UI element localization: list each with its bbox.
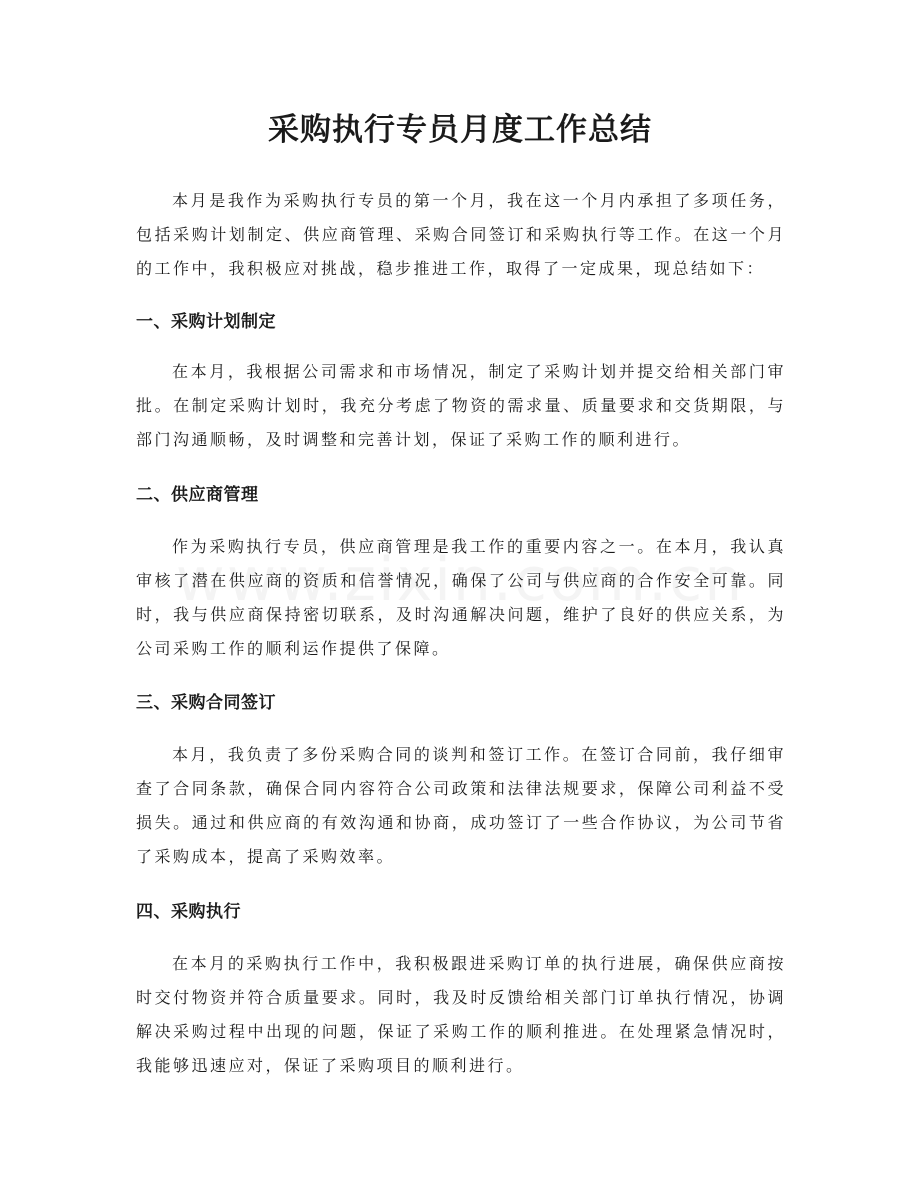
section-body-plan: 在本月，我根据公司需求和市场情况，制定了采购计划并提交给相关部门审批。在制定采购计划时，我充分考虑了物资的需求量、质量要求和交货期限，与部门沟通顺畅，及时调整和完善计划，保证了采购工作的顺利进行。 xyxy=(136,362,786,449)
section-heading-contract: 三、采购合同签订 xyxy=(136,693,276,713)
section-body-contract: 本月，我负责了多份采购合同的谈判和签订工作。在签订合同前，我仔细审查了合同条款，确保合同内容符合公司政策和法律法规要求，保障公司利益不受损失。通过和供应商的有效沟通和协商，成功签订了一些合作协议，为公司节省了采购成本，提高了采购效率。 xyxy=(136,745,786,866)
section-heading-supplier: 二、供应商管理 xyxy=(136,485,259,505)
intro-paragraph: 本月是我作为采购执行专员的第一个月，我在这一个月内承担了多项任务，包括采购计划制定、供应商管理、采购合同签订和采购执行等工作。在这一个月的工作中，我积极应对挑战，稳步推进工作，取得了一定成果，现总结如下： xyxy=(136,191,786,278)
document-title: 采购执行专员月度工作总结 xyxy=(268,112,652,148)
section-body-execution: 在本月的采购执行工作中，我积极跟进采购订单的执行进展，确保供应商按时交付物资并符合质量要求。同时，我及时反馈给相关部门订单执行情况，协调解决采购过程中出现的问题，保证了采购工作的顺利推进。在处理紧急情况时，我能够迅速应对，保证了采购项目的顺利进行。 xyxy=(136,954,786,1075)
section-heading-execution: 四、采购执行 xyxy=(136,902,241,922)
section-heading-plan: 一、采购计划制定 xyxy=(136,312,276,332)
section-body-supplier: 作为采购执行专员，供应商管理是我工作的重要内容之一。在本月，我认真审核了潜在供应商的资质和信誉情况，确保了公司与供应商的合作安全可靠。同时，我与供应商保持密切联系，及时沟通解决问题，维护了良好的供应关系，为公司采购工作的顺利运作提供了保障。 xyxy=(136,537,786,658)
